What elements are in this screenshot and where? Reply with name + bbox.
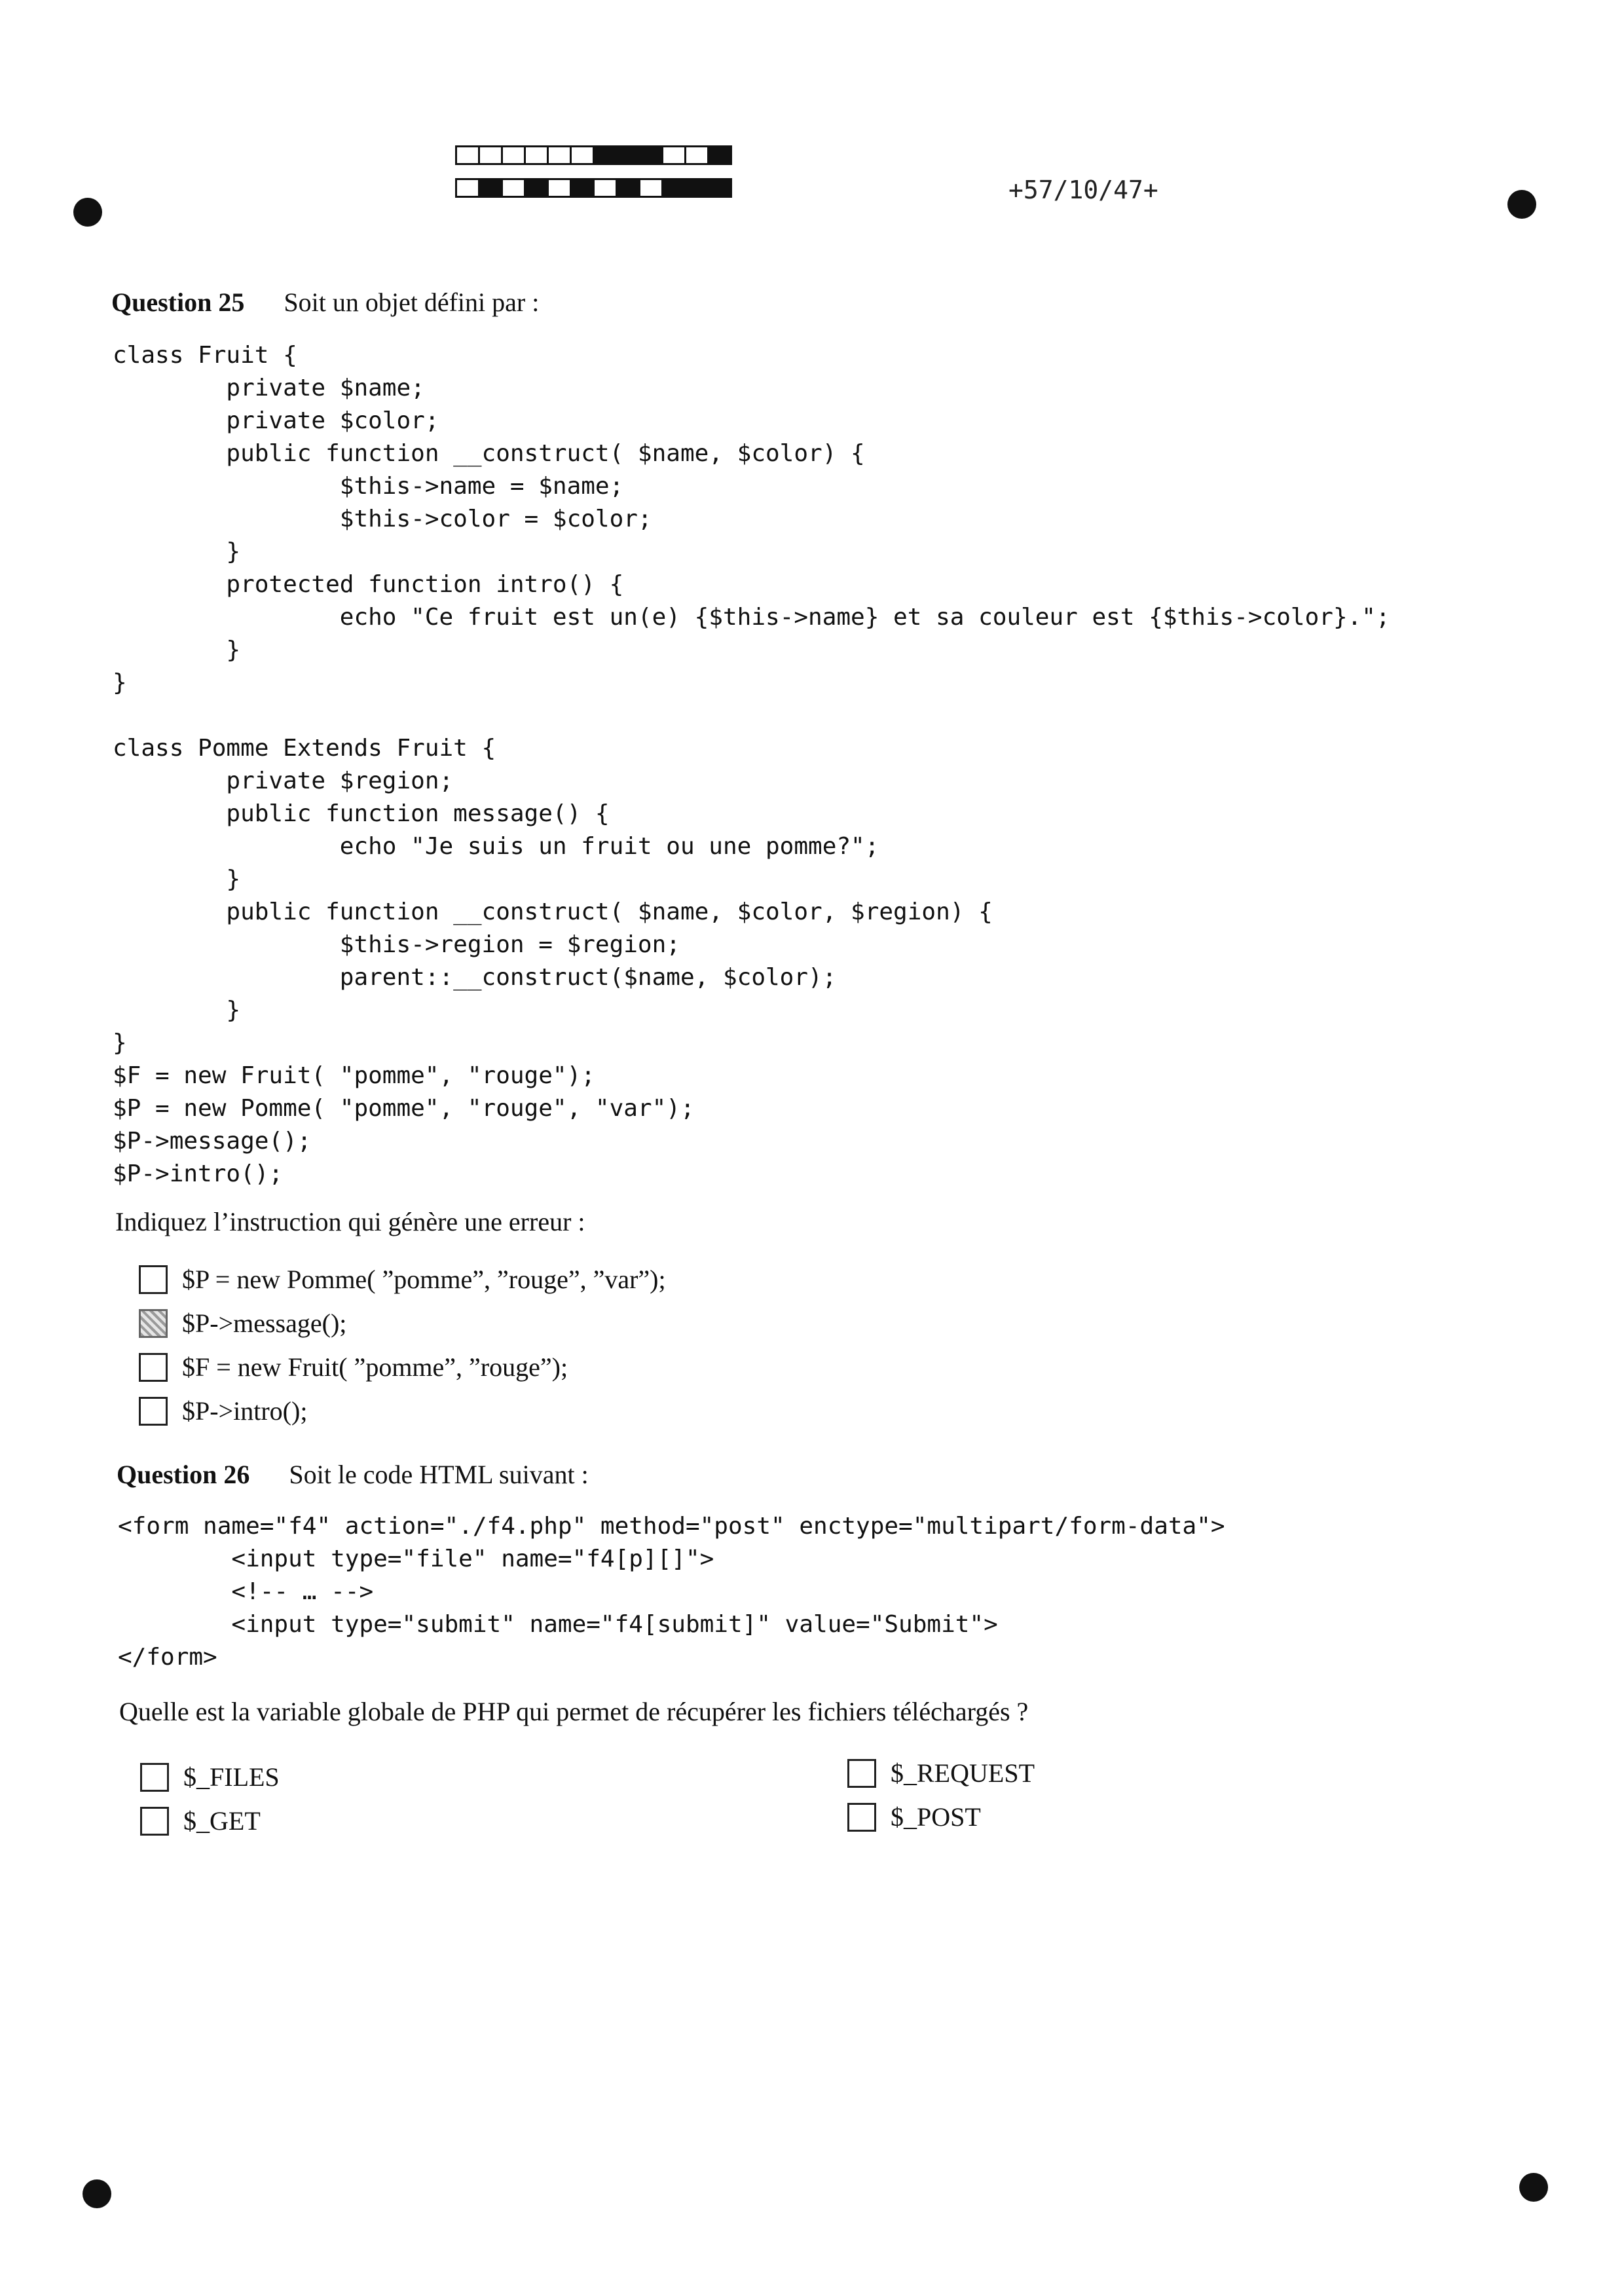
q26-option-files[interactable]: [140, 1762, 280, 1792]
registration-mark-top-right: [1507, 190, 1536, 219]
checkbox[interactable]: [847, 1759, 876, 1788]
registration-mark-top-left: [73, 198, 102, 227]
q25-label: Question 25: [111, 287, 245, 317]
q26-label: Question 26: [117, 1460, 250, 1489]
checkbox[interactable]: [139, 1397, 168, 1426]
option-label: $F = new Fruit( ”pomme”, ”rouge”);: [182, 1352, 568, 1382]
checkbox-checked[interactable]: [139, 1309, 168, 1338]
registration-mark-bottom-left: [83, 2179, 111, 2208]
registration-mark-bottom-right: [1519, 2173, 1548, 2202]
q26-header: [117, 1459, 589, 1490]
q25-option-4[interactable]: [139, 1396, 307, 1426]
q26-prompt: Soit le code HTML suivant :: [289, 1460, 589, 1489]
q25-option-3[interactable]: [139, 1352, 568, 1382]
checkbox[interactable]: [139, 1353, 168, 1382]
q25-prompt: Soit un objet défini par :: [284, 287, 540, 317]
option-label: $_POST: [891, 1802, 981, 1832]
q25-header: [111, 287, 539, 318]
barcode-row-1: [455, 145, 730, 165]
q25-option-1[interactable]: [139, 1264, 666, 1295]
checkbox[interactable]: [140, 1763, 169, 1792]
barcode-row-2: [455, 178, 730, 198]
checkbox[interactable]: [140, 1807, 169, 1836]
option-label: $P->intro();: [182, 1396, 308, 1426]
option-label: $_REQUEST: [891, 1758, 1035, 1788]
q26-option-request[interactable]: [847, 1758, 1035, 1788]
checkbox[interactable]: [139, 1265, 168, 1294]
q25-option-2[interactable]: [139, 1308, 346, 1339]
q26-question: Quelle est la variable globale de PHP qui permet de récupérer les fichiers téléchargés ?: [119, 1697, 1029, 1726]
option-label: $P = new Pomme( ”pomme”, ”rouge”, ”var”);: [182, 1265, 666, 1294]
q26-option-get[interactable]: [140, 1805, 261, 1836]
q25-question: Indiquez l’instruction qui génère une erreur :: [115, 1207, 585, 1236]
q26-option-post[interactable]: [847, 1802, 981, 1832]
q26-code-block: <form name="f4" action="./f4.php" method="post" enctype="multipart/form-data"> <input type="file" name="f4[p][]"> <!-- … --> <input type="submit" name="f4[submit]" value="Submit"> </form>: [118, 1513, 1225, 1671]
option-label: $_FILES: [183, 1762, 280, 1792]
option-label: $_GET: [183, 1806, 261, 1836]
exam-code: +57/10/47+: [1008, 176, 1158, 204]
checkbox[interactable]: [847, 1803, 876, 1832]
q25-code-block: class Fruit { private $name; private $color; public function __construct( $name, $color) { $this->name = $name; $this->color = $color; } protected function intro() { echo "Ce fruit est un(e) {$this->name} et sa couleur est {$this->color}."; } } class Pomme Extends Fruit { private $region; public function message() { echo "Je suis un fruit ou une pomme?"; } public function __construct( $name, $color, $region) { $this->region = $region; parent::__construct($name, $color); } } $F = new Fruit( "pomme", "rouge"); $P = new Pomme( "pomme", "rouge", "var"); $P->message(); $P->intro();: [113, 342, 1390, 1187]
option-label: $P->message();: [182, 1308, 347, 1338]
